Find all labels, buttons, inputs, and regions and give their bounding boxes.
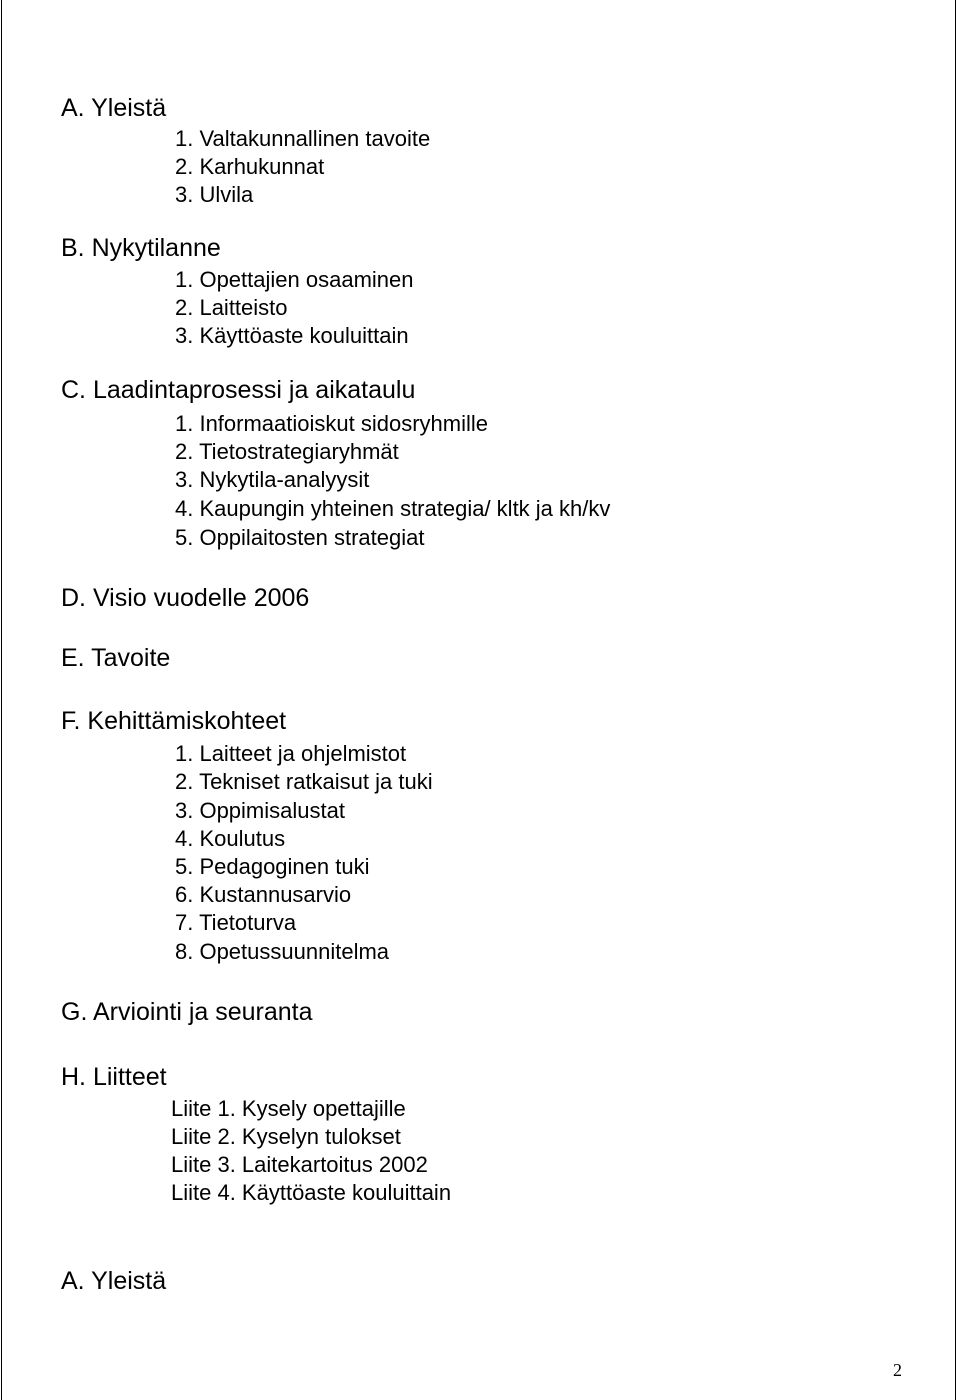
section-heading-h: H. Liitteet	[61, 1063, 167, 1091]
page-edge-left	[1, 0, 2, 1400]
section-heading-g: G. Arviointi ja seuranta	[61, 998, 313, 1026]
list-item: 3. Nykytila-analyysit	[175, 467, 370, 492]
appendix-item: Liite 3. Laitekartoitus 2002	[171, 1152, 428, 1177]
section-heading-c: C. Laadintaprosessi ja aikataulu	[61, 376, 416, 404]
page-number: 2	[893, 1360, 902, 1380]
list-item: 1. Informaatioiskut sidosryhmille	[175, 411, 489, 436]
list-item: 6. Kustannusarvio	[175, 882, 352, 907]
section-heading-b: B. Nykytilanne	[61, 234, 221, 262]
list-item: 3. Oppimisalustat	[175, 798, 345, 823]
list-item: 1. Laitteet ja ohjelmistot	[175, 741, 407, 766]
section-heading-d: D. Visio vuodelle 2006	[61, 584, 310, 612]
section-heading-f: F. Kehittämiskohteet	[61, 707, 287, 735]
section-heading-a-repeat: A. Yleistä	[61, 1267, 167, 1295]
list-item: 2. Tekniset ratkaisut ja tuki	[175, 769, 433, 794]
section-heading-e: E. Tavoite	[61, 644, 171, 672]
list-item: 7. Tietoturva	[175, 910, 297, 935]
list-item: 4. Koulutus	[175, 826, 286, 851]
list-item: 2. Tietostrategiaryhmät	[175, 439, 399, 464]
page-edge-right	[955, 0, 956, 1400]
list-item: 5. Pedagoginen tuki	[175, 854, 370, 879]
list-item: 3. Käyttöaste kouluittain	[175, 323, 409, 348]
list-item: 1. Valtakunnallinen tavoite	[175, 126, 431, 151]
list-item: 4. Kaupungin yhteinen strategia/ kltk ja kh/kv	[175, 496, 611, 521]
list-item: 3. Ulvila	[175, 182, 254, 207]
list-item: 8. Opetussuunnitelma	[175, 939, 390, 964]
list-item: 1. Opettajien osaaminen	[175, 267, 414, 292]
list-item: 5. Oppilaitosten strategiat	[175, 525, 425, 550]
appendix-item: Liite 1. Kysely opettajille	[171, 1096, 406, 1121]
appendix-item: Liite 4. Käyttöaste kouluittain	[171, 1180, 452, 1205]
list-item: 2. Karhukunnat	[175, 154, 325, 179]
list-item: 2. Laitteisto	[175, 295, 288, 320]
appendix-item: Liite 2. Kyselyn tulokset	[171, 1124, 401, 1149]
section-heading-a: A. Yleistä	[61, 94, 167, 122]
